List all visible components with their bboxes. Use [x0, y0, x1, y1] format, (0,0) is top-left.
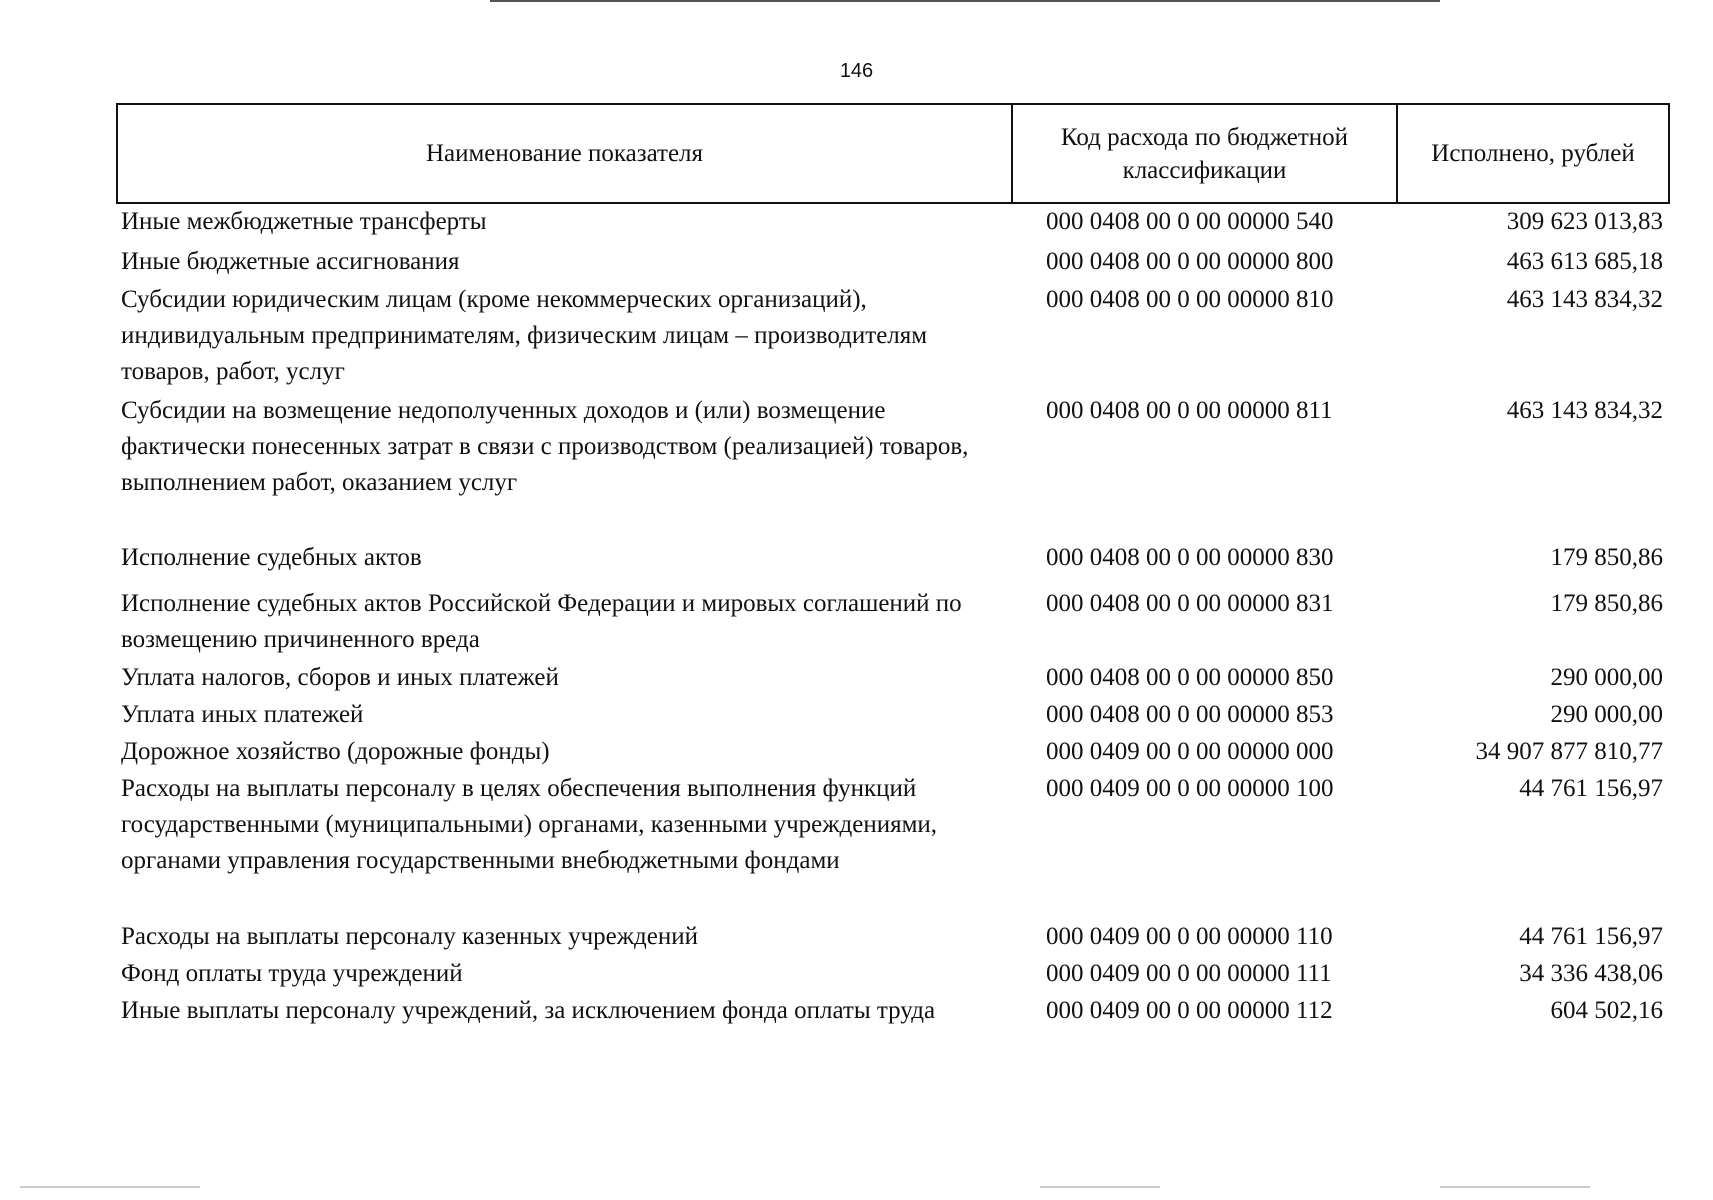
row-name: Исполнение судебных актов: [121, 544, 422, 571]
table-row: [117, 660, 1669, 697]
table-row: [117, 244, 1669, 282]
row-amount: 179 850,86: [1550, 590, 1663, 617]
row-code: 000 0409 00 0 00 00000 100: [1046, 775, 1334, 802]
row-amount: 463 143 834,32: [1506, 286, 1663, 313]
table-row: [117, 203, 1669, 244]
table-row: [117, 734, 1669, 771]
row-code: 000 0409 00 0 00 00000 000: [1046, 738, 1334, 765]
row-code: 000 0408 00 0 00 00000 850: [1046, 664, 1334, 691]
row-code: 000 0408 00 0 00 00000 540: [1046, 208, 1334, 235]
table-row: [117, 586, 1669, 660]
row-name: Уплата налогов, сборов и иных платежей: [121, 664, 559, 691]
row-name: Иные межбюджетные трансферты: [121, 208, 487, 235]
row-code: 000 0409 00 0 00 00000 110: [1046, 923, 1333, 950]
table-row: [117, 993, 1669, 1067]
row-name: Фонд оплаты труда учреждений: [121, 960, 463, 987]
row-name: Дорожное хозяйство (дорожные фонды): [121, 738, 550, 765]
row-amount: 44 761 156,97: [1519, 923, 1663, 950]
row-name: Иные выплаты персоналу учреждений, за исключением фонда оплаты труда: [121, 997, 936, 1024]
row-amount: 463 613 685,18: [1506, 248, 1663, 275]
row-amount: 309 623 013,83: [1506, 208, 1663, 235]
row-code: 000 0408 00 0 00 00000 831: [1046, 590, 1334, 617]
top-rule: [490, 0, 1440, 2]
scan-artifact: [1440, 1186, 1590, 1188]
header-name: Наименование показателя: [117, 104, 1012, 203]
row-amount: 463 143 834,32: [1506, 397, 1663, 424]
row-code: 000 0408 00 0 00 00000 800: [1046, 248, 1334, 275]
scan-artifact: [1040, 1186, 1160, 1188]
row-amount: 604 502,16: [1550, 997, 1663, 1024]
header-code: Код расхода по бюджетной классификации: [1012, 104, 1397, 203]
row-amount: 34 336 438,06: [1519, 960, 1663, 987]
row-amount: 179 850,86: [1550, 544, 1663, 571]
header-amount: Исполнено, рублей: [1397, 104, 1669, 203]
table-row: [117, 282, 1669, 393]
row-name: Расходы на выплаты персоналу в целях обеспечения выполнения функций государственными (муниципальными) органами, казенными учреждениями, органами управления государственными внебюджетными фондами: [121, 775, 938, 874]
table-row: [117, 697, 1669, 734]
table-row: [117, 540, 1669, 586]
row-code: 000 0408 00 0 00 00000 830: [1046, 544, 1334, 571]
scan-artifact: [20, 1186, 200, 1188]
table-row: [117, 771, 1669, 919]
row-name: Иные бюджетные ассигнования: [121, 248, 460, 275]
row-code: 000 0409 00 0 00 00000 111: [1046, 960, 1332, 987]
table-row: [117, 393, 1669, 540]
row-name: Расходы на выплаты персоналу казенных учреждений: [121, 923, 698, 950]
row-code: 000 0408 00 0 00 00000 810: [1046, 286, 1334, 313]
row-amount: 34 907 877 810,77: [1475, 738, 1663, 765]
row-name: Субсидии юридическим лицам (кроме некоммерческих организаций), индивидуальным предпринимателям, физическим лицам – производителям товаров, работ, услуг: [121, 286, 928, 385]
row-amount: 290 000,00: [1550, 664, 1663, 691]
table-row: [117, 919, 1669, 956]
page-number: 146: [839, 60, 874, 82]
budget-execution-table: [116, 103, 1670, 1067]
row-code: 000 0408 00 0 00 00000 811: [1046, 397, 1333, 424]
table-header-row: [117, 104, 1669, 203]
row-code: 000 0409 00 0 00 00000 112: [1046, 997, 1333, 1024]
row-name: Исполнение судебных актов Российской Федерации и мировых соглашений по возмещению причиненного вреда: [121, 590, 962, 653]
row-name: Уплата иных платежей: [121, 701, 364, 728]
row-amount: 44 761 156,97: [1519, 775, 1663, 802]
row-code: 000 0408 00 0 00 00000 853: [1046, 701, 1334, 728]
row-name: Субсидии на возмещение недополученных доходов и (или) возмещение фактически понесенных затрат в связи с производством (реализацией) товаров, выполнением работ, оказанием услуг: [121, 397, 969, 496]
row-amount: 290 000,00: [1550, 701, 1663, 728]
table-row: [117, 956, 1669, 993]
